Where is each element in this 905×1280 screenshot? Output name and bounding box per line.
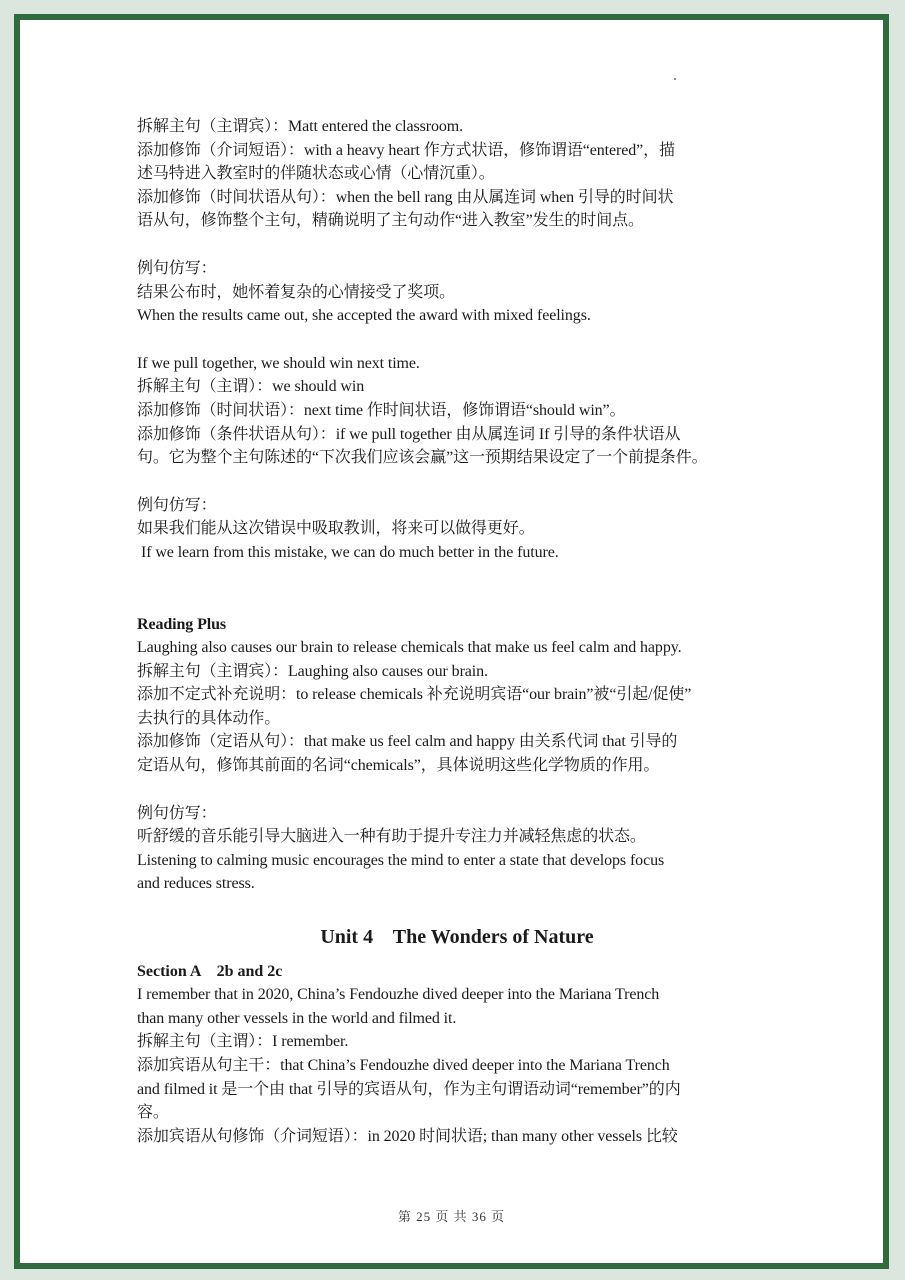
text-line: 去执行的具体动作。 — [137, 709, 281, 727]
text-line: 例句仿写： — [137, 804, 217, 822]
text-line: 添加不定式补充说明：to release chemicals 补充说明宾语“our brain”被“引起/促使” — [137, 686, 692, 704]
text-line: 述马特进入教室时的伴随状态或心情（心情沉重）。 — [137, 165, 495, 183]
text-line: I remember that in 2020, China’s Fendouzhe dived deeper into the Mariana Trench — [137, 986, 660, 1004]
text-line: 添加修饰（时间状语）：next time 作时间状语，修饰谓语“should win”。 — [137, 401, 626, 419]
text-line: 如果我们能从这次错误中吸取教训，将来可以做得更好。 — [137, 520, 535, 538]
text-line: than many other vessels in the world and filmed it. — [137, 1009, 457, 1027]
paragraph-gap — [137, 470, 777, 494]
text-line: 语从句，修饰整个主句，精确说明了主句动作“进入教室”发生的时间点。 — [137, 212, 644, 230]
paragraph-gap — [137, 328, 777, 352]
text-line: 结果公布时，她怀着复杂的心情接受了奖项。 — [137, 283, 456, 301]
text-line: 添加修饰（时间状语从句）：when the bell rang 由从属连词 when 引导的时间状 — [137, 188, 674, 206]
text-line: Listening to calming music encourages the mind to enter a state that develops focus — [137, 851, 665, 869]
document-body — [137, 115, 777, 1148]
text-line: 添加修饰（条件状语从句）：if we pull together 由从属连词 If 引导的条件状语从 — [137, 425, 681, 443]
text-line: 容。 — [137, 1104, 169, 1122]
text-line: When the results came out, she accepted the award with mixed feelings. — [137, 307, 591, 325]
unit-title: Unit 4 The Wonders of Nature — [320, 926, 594, 949]
text-line: 拆解主句（主谓）：we should win — [137, 378, 365, 396]
paragraph-gap — [137, 565, 777, 613]
paragraph-gap — [137, 233, 777, 257]
scan-dot — [674, 78, 676, 80]
text-line: 添加宾语从句主干：that China’s Fendouzhe dived deeper into the Mariana Trench — [137, 1057, 670, 1074]
text-line: and reduces stress. — [137, 875, 255, 893]
page-frame — [14, 14, 889, 1269]
text-line: Laughing also causes our brain to release chemicals that make us feel calm and happy. — [137, 639, 682, 657]
text-line: 例句仿写： — [137, 259, 217, 277]
text-line: 例句仿写： — [137, 496, 217, 514]
text-line: 添加宾语从句修饰（介词短语）：in 2020 时间状语; than many other vessels 比较 — [137, 1127, 678, 1145]
text-line: 听舒缓的音乐能引导大脑进入一种有助于提升专注力并减轻焦虑的状态。 — [137, 828, 646, 846]
text-line: 句。它为整个主句陈述的“下次我们应该会赢”这一预期结果设定了一个前提条件。 — [137, 449, 708, 467]
text-line: 定语从句，修饰其前面的名词“chemicals”，具体说明这些化学物质的作用。 — [137, 757, 660, 775]
paragraph-gap — [137, 778, 777, 802]
text-line: 拆解主句（主谓宾）：Matt entered the classroom. — [137, 118, 464, 135]
text-line: If we learn from this mistake, we can do much better in the future. — [141, 543, 559, 561]
page-footer: 第 25 页 共 36 页 — [397, 1209, 506, 1224]
text-line: 拆解主句（主谓）：I remember. — [137, 1033, 349, 1051]
text-line: 添加修饰（介词短语）：with a heavy heart 作方式状语，修饰谓语“entered”，描 — [137, 141, 675, 159]
text-line: If we pull together, we should win next time. — [137, 354, 420, 372]
text-line: 添加修饰（定语从句）：that make us feel calm and happy 由关系代词 that 引导的 — [137, 733, 678, 751]
section-title: Section A 2b and 2c — [137, 962, 283, 980]
text-line: and filmed it 是一个由 that 引导的宾语从句，作为主句谓语动词“remember”的内 — [137, 1080, 681, 1098]
text-line: 拆解主句（主谓宾）：Laughing also causes our brain. — [137, 662, 488, 680]
section-heading: Reading Plus — [137, 615, 227, 633]
